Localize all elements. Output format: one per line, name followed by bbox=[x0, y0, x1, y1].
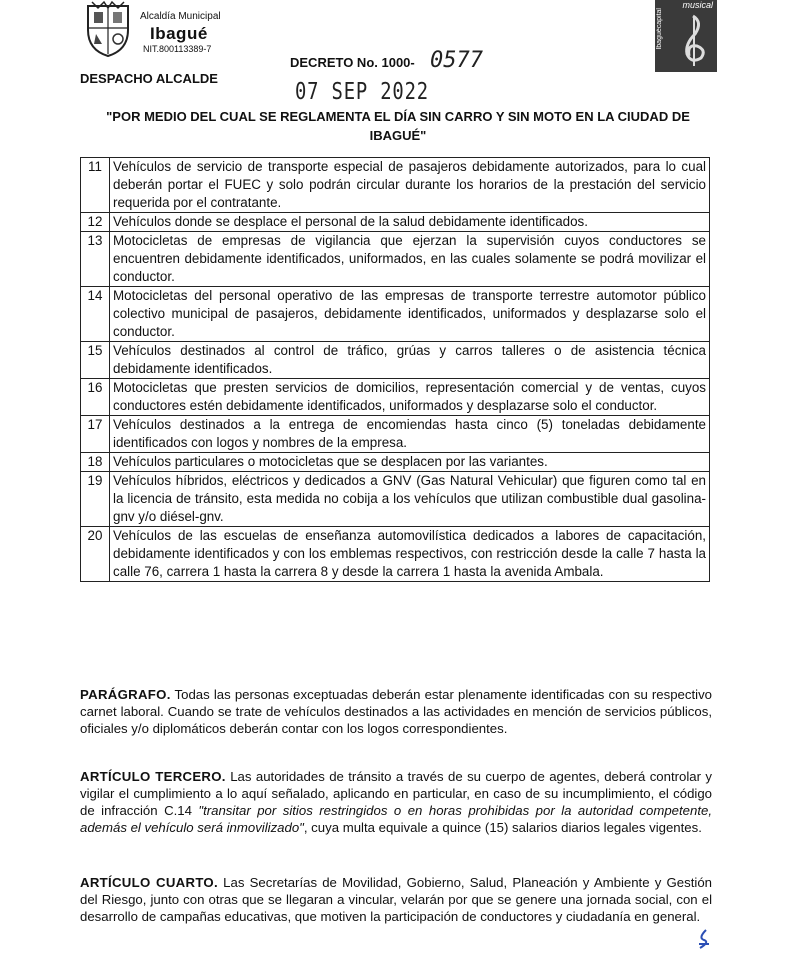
item-text: Vehículos destinados al control de tráfico, grúas y carros talleres o de asistencia técnica debidamente identificados. bbox=[110, 342, 710, 379]
decree-number-handwritten: 0577 bbox=[430, 48, 483, 73]
table-row bbox=[81, 527, 710, 582]
table-row bbox=[81, 472, 710, 527]
item-number: 16 bbox=[81, 379, 110, 416]
decree-label: DECRETO No. 1000- bbox=[290, 55, 415, 70]
item-text: Vehículos donde se desplace el personal de la salud debidamente identificados. bbox=[110, 213, 710, 232]
exceptions-table bbox=[80, 157, 710, 582]
item-text: Vehículos de las escuelas de enseñanza automovilística dedicados a labores de capacitación, debidamente identificados y con los emblemas respectivos, con restricción desde la calle 7 hasta la calle 76, carrera 1 hasta la carrera 8 y desde la carrera 1 hasta la avenida Ambala. bbox=[110, 527, 710, 582]
decree-title: "POR MEDIO DEL CUAL SE REGLAMENTA EL DÍA SIN CARRO Y SIN MOTO EN LA CIUDAD DE IBAGUÉ" bbox=[106, 109, 690, 143]
articulo-tercero-label: ARTÍCULO TERCERO. bbox=[80, 769, 226, 784]
table-row bbox=[81, 213, 710, 232]
item-text: Vehículos de servicio de transporte especial de pasajeros debidamente autorizados, para lo cual deberán portar el FUEC y solo podrán circular durante los horarios de la prestación del servicio requerida por el contratante. bbox=[110, 158, 710, 213]
articulo-cuarto-label: ARTÍCULO CUARTO. bbox=[80, 875, 218, 890]
item-number: 20 bbox=[81, 527, 110, 582]
musical-capital-logo bbox=[655, 0, 717, 72]
treble-clef-icon bbox=[673, 12, 713, 68]
item-number: 17 bbox=[81, 416, 110, 453]
paragrafo-label: PARÁGRAFO. bbox=[80, 687, 171, 702]
office-label: DESPACHO ALCALDE bbox=[80, 71, 218, 86]
table-row bbox=[81, 453, 710, 472]
item-number: 15 bbox=[81, 342, 110, 379]
articulo-cuarto-section bbox=[80, 874, 712, 925]
logo-vertical-text: Ibaguécapital bbox=[656, 8, 663, 50]
articulo-tercero-section bbox=[80, 768, 712, 836]
logo-text: musical bbox=[682, 0, 713, 10]
item-text: Motocicletas del personal operativo de las empresas de transporte terrestre automotor público colectivo municipal de pasajeros, debidamente identificados, uniformados y desplazarse solo el conductor. bbox=[110, 287, 710, 342]
table-row bbox=[81, 232, 710, 287]
articulo-tercero-quote: "transitar por sitios restringidos o en horas prohibidas por la autoridad competente, además el vehículo será inmovilizado" bbox=[80, 803, 712, 835]
table-row bbox=[81, 342, 710, 379]
table-row bbox=[81, 158, 710, 213]
item-number: 12 bbox=[81, 213, 110, 232]
articulo-cuarto-text: Las Secretarías de Movilidad, Gobierno, Salud, Planeación y Ambiente y Gestión del Riesgo, junto con otras que se llegaran a vincular, velarán por que se genere una jornada social, con el desarrollo de campañas educativas, que motiven la participación de conductores y ciudadanía en general. bbox=[80, 875, 712, 924]
item-text: Vehículos híbridos, eléctricos y dedicados a GNV (Gas Natural Vehicular) que figuren como tal en la licencia de tránsito, esta medida no cobija a los vehículos que utilizan combustible dual gasolina-gnv y/o diésel-gnv. bbox=[110, 472, 710, 527]
item-number: 11 bbox=[81, 158, 110, 213]
nit-number: NIT.800113389-7 bbox=[143, 44, 212, 54]
item-text: Vehículos destinados a la entrega de encomiendas hasta cinco (5) toneladas debidamente identificados con logos y nombres de la empresa. bbox=[110, 416, 710, 453]
municipal-crest-logo bbox=[82, 0, 134, 58]
item-number: 18 bbox=[81, 453, 110, 472]
item-text: Motocicletas que presten servicios de domicilios, representación comercial y de ventas, cuyos conductores estén debidamente identificados, uniformados y desplazarse solo el conductor. bbox=[110, 379, 710, 416]
item-number: 13 bbox=[81, 232, 110, 287]
paragrafo-text: Todas las personas exceptuadas deberán estar plenamente identificadas con su respectivo carnet laboral. Cuando se trate de vehículos destinados a las actividades en mención de servicios públicos, oficiales y/o diplomáticos deberán contar con los logos correspondientes. bbox=[80, 687, 712, 736]
item-text: Motocicletas de empresas de vigilancia que ejerzan la supervisión cuyos conductores se encuentren debidamente identificados, uniformados, en las cuales solamente se podrá movilizar el conductor. bbox=[110, 232, 710, 287]
initials-signature-icon bbox=[696, 928, 712, 950]
municipality-name: Ibagué bbox=[150, 24, 208, 43]
articulo-tercero-text-end: , cuya multa equivale a quince (15) salarios diarios legales vigentes. bbox=[303, 820, 702, 835]
articulo-tercero-text: Las autoridades de tránsito a través de su cuerpo de agentes, deberá controlar y vigilar el cumplimiento a lo aquí señalado, aplicando en particular, en caso de su incumplimiento, el código de infracción C.14 bbox=[80, 769, 713, 818]
municipality-small-label: Alcaldía Municipal bbox=[140, 11, 221, 22]
item-number: 14 bbox=[81, 287, 110, 342]
item-number: 19 bbox=[81, 472, 110, 527]
paragrafo-section bbox=[80, 686, 712, 737]
date-stamp: 07 SEP 2022 bbox=[295, 79, 429, 105]
item-text: Vehículos particulares o motocicletas que se desplacen por las variantes. bbox=[110, 453, 710, 472]
table-row bbox=[81, 379, 710, 416]
table-row bbox=[81, 416, 710, 453]
table-row bbox=[81, 287, 710, 342]
